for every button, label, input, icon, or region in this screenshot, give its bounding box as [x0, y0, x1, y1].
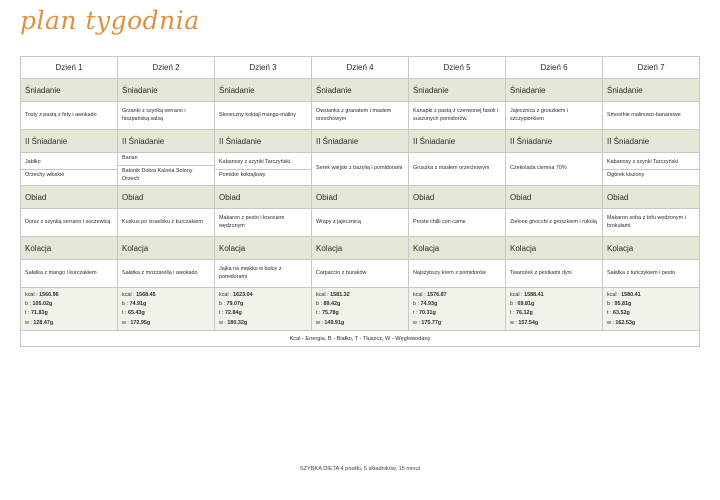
footer-text: SZYBKA DIETA 4 posiłki, 5 składników, 15 minut [299, 466, 421, 472]
meal-item: Owsianka z granatem i masłem orzechowym [312, 102, 409, 130]
macro-label: t : [122, 310, 128, 317]
macro-label: w : [607, 319, 616, 326]
macro-value: 75.78g [322, 310, 339, 317]
macro-b [607, 300, 695, 309]
macro-t [25, 309, 113, 318]
day-header-4: Dzień 4 [312, 57, 409, 79]
macro-value: 71.83g [31, 310, 48, 317]
macro-label: b : [219, 301, 227, 308]
macro-label: kcal : [122, 292, 137, 299]
meal-label: Obiad [215, 186, 312, 209]
meal-label: Kolacja [312, 237, 409, 260]
meal-cell [118, 153, 215, 186]
meal-row-dinner [21, 260, 700, 288]
macro-label: b : [510, 301, 518, 308]
totals-row [21, 288, 700, 331]
macro-t [219, 309, 307, 318]
macro-label: kcal : [219, 292, 234, 299]
meal-item: Wrapy z jajecznicą [312, 209, 409, 237]
meal-item: Pomidor koktajlowy [215, 169, 311, 182]
meal-label: Kolacja [603, 237, 700, 260]
macro-t [122, 309, 210, 318]
meal-label: Obiad [603, 186, 700, 209]
day-totals [506, 288, 603, 331]
macro-value: 162.53g [615, 319, 636, 326]
meal-item: Sałatka z mozzarellą i awokado [118, 260, 215, 288]
macro-kcal [25, 291, 113, 300]
macro-value: 1566.96 [39, 292, 59, 299]
meal-item: Jajka na miękko w bułce z pomidorami [215, 260, 312, 288]
macro-value: 1576.87 [427, 292, 447, 299]
macro-value: 180.32g [227, 319, 248, 326]
macro-label: kcal : [316, 292, 331, 299]
macro-value: 72.84g [225, 310, 242, 317]
meal-label: Kolacja [118, 237, 215, 260]
meal-header-row-dinner [21, 237, 700, 260]
meal-label: II Śniadanie [215, 130, 312, 153]
meal-row-second_breakfast [21, 153, 700, 186]
macro-t [316, 309, 404, 318]
legend-row [21, 331, 700, 347]
meal-label: Śniadanie [215, 79, 312, 102]
macro-value: 74.91g [129, 301, 147, 308]
meal-item: Tosty z pastą z fety i awokado [21, 102, 118, 130]
macro-w [316, 319, 404, 328]
day-header-row [21, 57, 700, 79]
meal-label: Obiad [312, 186, 409, 209]
macro-label: w : [25, 319, 34, 326]
macro-label: kcal : [607, 292, 622, 299]
meal-header-row-lunch [21, 186, 700, 209]
macro-value: 69.81g [517, 301, 535, 308]
meal-item: Makaron soba z tofu wędzonym i brokułami [603, 209, 700, 237]
meal-label: II Śniadanie [603, 130, 700, 153]
meal-item: Sałatka z mango i kurczakiem [21, 260, 118, 288]
macro-w [413, 319, 501, 328]
macro-label: t : [316, 310, 322, 317]
meal-header-row-breakfast [21, 79, 700, 102]
meal-item: Kuskus po izraelsku z kurczakiem [118, 209, 215, 237]
meal-item: Jabłko [25, 158, 41, 165]
day-header-7: Dzień 7 [603, 57, 700, 79]
meal-label: II Śniadanie [312, 130, 409, 153]
macro-value: 172.95g [130, 319, 151, 326]
meal-item: Sałatka z tuńczykiem i pesto [603, 260, 700, 288]
meal-item: Czekolada ciemna 70% [506, 153, 603, 186]
meal-item: Najszybszy krem z pomidorów [409, 260, 506, 288]
macro-value: 1580.41 [621, 292, 641, 299]
page-title: plan tygodnia [20, 6, 200, 35]
meal-item: Makaron z pesto i łososiem wędzonym [215, 209, 312, 237]
meal-cell [215, 153, 312, 186]
macro-w [510, 319, 598, 328]
meal-item: Słoneczny koktajl mango-maliny [215, 102, 312, 130]
macro-value: 76.12g [516, 310, 533, 317]
day-totals [603, 288, 700, 331]
macro-label: t : [413, 310, 419, 317]
meal-item: Ogórek kiszony [603, 169, 699, 182]
legend-text: Kcal - Energia, B - Białko, T - Tłuszcz, W - Węglowodany [21, 331, 700, 347]
day-header-3: Dzień 3 [215, 57, 312, 79]
macro-label: w : [122, 319, 131, 326]
meal-item: Kabanosy z szynki Tarczyński [607, 158, 679, 165]
day-header-1: Dzień 1 [21, 57, 118, 79]
macro-w [607, 319, 695, 328]
meal-item: Banan [122, 155, 138, 161]
day-header-5: Dzień 5 [409, 57, 506, 79]
day-totals [118, 288, 215, 331]
meal-item: Grzanki z szynką serrano i hiszpańską salsą [118, 102, 215, 130]
meal-item: Gruszka z masłem orzechowym [409, 153, 506, 186]
meal-label: Kolacja [409, 237, 506, 260]
macro-w [219, 319, 307, 328]
macro-value: 128.47g [33, 319, 54, 326]
weekly-plan-table [20, 56, 700, 347]
macro-label: b : [25, 301, 33, 308]
meal-label: Śniadanie [312, 79, 409, 102]
macro-b [219, 300, 307, 309]
macro-t [510, 309, 598, 318]
macro-kcal [122, 291, 210, 300]
macro-label: w : [219, 319, 228, 326]
meal-label: Kolacja [506, 237, 603, 260]
meal-label: II Śniadanie [409, 130, 506, 153]
day-header-6: Dzień 6 [506, 57, 603, 79]
day-totals [409, 288, 506, 331]
macro-b [413, 300, 501, 309]
macro-label: b : [413, 301, 421, 308]
day-totals [312, 288, 409, 331]
meal-label: II Śniadanie [21, 130, 118, 153]
meal-label: Śniadanie [118, 79, 215, 102]
meal-label: II Śniadanie [506, 130, 603, 153]
macro-label: w : [316, 319, 325, 326]
macro-label: t : [607, 310, 613, 317]
macro-value: 74.93g [420, 301, 438, 308]
macro-value: 1568.45 [136, 292, 156, 299]
meal-cell [603, 153, 700, 186]
macro-value: 79.07g [226, 301, 244, 308]
macro-b [510, 300, 598, 309]
macro-label: b : [122, 301, 130, 308]
meal-label: Kolacja [21, 237, 118, 260]
meal-item: Proste chilli con carne [409, 209, 506, 237]
meal-label: Kolacja [215, 237, 312, 260]
meal-item: Kanapki z pastą z czerwonej fasoli i suszonych pomidorów. [409, 102, 506, 130]
day-header-2: Dzień 2 [118, 57, 215, 79]
macro-label: kcal : [25, 292, 40, 299]
meal-label: Obiad [21, 186, 118, 209]
macro-label: b : [316, 301, 324, 308]
macro-label: t : [510, 310, 516, 317]
macro-value: 1581.32 [330, 292, 350, 299]
macro-value: 1623.04 [233, 292, 253, 299]
meal-cell [21, 153, 118, 186]
macro-label: w : [510, 319, 519, 326]
macro-value: 89.42g [323, 301, 341, 308]
meal-label: Śniadanie [409, 79, 506, 102]
macro-label: w : [413, 319, 422, 326]
macro-t [607, 309, 695, 318]
meal-item: Serek wiejski z bazylią i pomidorami [312, 153, 409, 186]
macro-value: 1588.41 [524, 292, 544, 299]
meal-item: Batonik Dobra Kaloria Solony Orzech [118, 165, 214, 186]
meal-row-lunch [21, 209, 700, 237]
meal-label: Śniadanie [506, 79, 603, 102]
macro-w [25, 319, 113, 328]
macro-value: 105.02g [32, 301, 53, 308]
macro-value: 157.54g [518, 319, 539, 326]
macro-label: t : [219, 310, 225, 317]
macro-b [25, 300, 113, 309]
macro-w [122, 319, 210, 328]
meal-label: Obiad [506, 186, 603, 209]
macro-kcal [413, 291, 501, 300]
meal-item: Kabanosy z szynki Tarczyński [219, 158, 291, 165]
macro-kcal [316, 291, 404, 300]
macro-value: 149.91g [324, 319, 345, 326]
macro-label: t : [25, 310, 31, 317]
meal-item: Zielone gnocchi z groszkiem i rukolą [506, 209, 603, 237]
macro-value: 70.31g [419, 310, 436, 317]
meal-item: Jajecznica z groszkiem i szczypiorkiem [506, 102, 603, 130]
macro-value: 95.81g [614, 301, 632, 308]
meal-item: Smoothie malinowo-bananowe [603, 102, 700, 130]
macro-value: 65.43g [128, 310, 145, 317]
macro-t [413, 309, 501, 318]
macro-b [122, 300, 210, 309]
meal-item: Dorsz z szynką serrano i soczewicą [21, 209, 118, 237]
macro-value: 175.77g [421, 319, 442, 326]
meal-label: Śniadanie [21, 79, 118, 102]
macro-label: kcal : [510, 292, 525, 299]
meal-item: Twarożek z pestkami dyni [506, 260, 603, 288]
macro-label: b : [607, 301, 615, 308]
macro-kcal [510, 291, 598, 300]
meal-row-breakfast [21, 102, 700, 130]
meal-header-row-second_breakfast [21, 130, 700, 153]
meal-label: Obiad [409, 186, 506, 209]
meal-label: Obiad [118, 186, 215, 209]
meal-label: Śniadanie [603, 79, 700, 102]
meal-item: Orzechy włoskie [21, 169, 117, 182]
macro-kcal [607, 291, 695, 300]
macro-b [316, 300, 404, 309]
day-totals [215, 288, 312, 331]
day-totals [21, 288, 118, 331]
macro-label: kcal : [413, 292, 428, 299]
macro-value: 63.52g [613, 310, 630, 317]
meal-label: II Śniadanie [118, 130, 215, 153]
macro-kcal [219, 291, 307, 300]
meal-item: Carpaccio z buraków [312, 260, 409, 288]
